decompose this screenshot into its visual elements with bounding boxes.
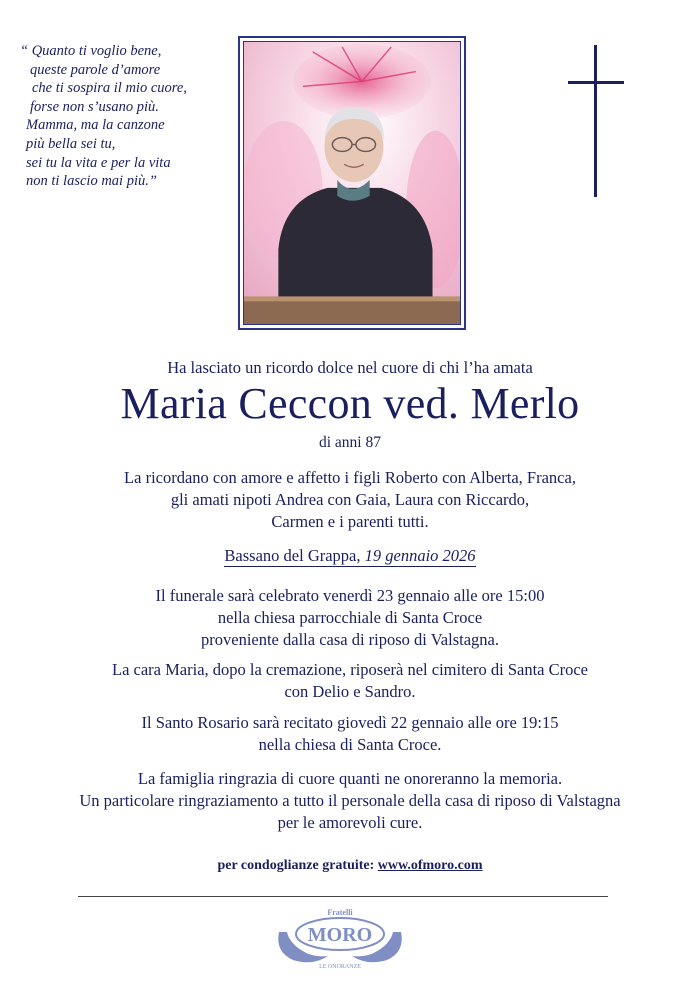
poem-line: più bella sei tu, [26, 135, 116, 152]
divider [78, 896, 608, 897]
place-date [0, 546, 700, 566]
portrait-photo [243, 41, 461, 325]
burial-paragraph [0, 659, 700, 703]
website-link[interactable]: www.ofmoro.com [377, 858, 483, 873]
poem-line: queste parole d’amore [30, 61, 161, 78]
mourners-paragraph [0, 467, 700, 533]
cross-icon [568, 45, 624, 197]
thanks-paragraph [0, 768, 700, 834]
funeral-line: proveniente dalla casa di riposo di Valstagna. [201, 630, 499, 649]
poem-line: non ti lascio mai più.” [26, 173, 157, 190]
funeral-line: nella chiesa parrocchiale di Santa Croce [217, 608, 483, 627]
thanks-line: per le amorevoli cure. [277, 813, 423, 832]
poem-line: Mamma, ma la canzone [26, 117, 165, 134]
rosary-line: Il Santo Rosario sarà recitato giovedì 22 gennaio alle ore 19:15 [141, 713, 559, 732]
rosary-line: nella chiesa di Santa Croce. [258, 735, 442, 754]
date-text: 19 gennaio 2026 [364, 546, 476, 565]
funeral-line: Il funerale sarà celebrato venerdì 23 gennaio alle ore 15:00 [155, 586, 545, 605]
poem-line: che ti sospira il mio cuore, [32, 80, 187, 97]
age-text: di anni 87 [319, 434, 381, 451]
rosary-paragraph [0, 712, 700, 756]
mourners-line: La ricordano con amore e affetto i figli Roberto con Alberta, Franca, [124, 468, 576, 487]
moro-logo [273, 902, 407, 972]
mourners-line: gli amati nipoti Andrea con Gaia, Laura con Riccardo, [170, 490, 530, 509]
portrait-frame [238, 36, 466, 330]
mourners-line: Carmen e i parenti tutti. [271, 512, 429, 531]
poem-line: forse non s’usano più. [30, 98, 159, 115]
condolences-line [0, 858, 700, 874]
logo-main-text: MORO [307, 924, 373, 946]
burial-line: con Delio e Sandro. [284, 682, 416, 701]
condolences-label: per condoglianze gratuite: [217, 858, 375, 873]
portrait-image [244, 42, 460, 324]
logo-top-text: Fratelli [327, 908, 353, 917]
deceased-name: Maria Ceccon ved. Merlo [120, 379, 580, 428]
funeral-paragraph [0, 585, 700, 651]
logo-bottom-text: LE ONORANZE [319, 964, 361, 970]
burial-line: La cara Maria, dopo la cremazione, riposerà nel cimitero di Santa Croce [112, 660, 588, 679]
thanks-line: Un particolare ringraziamento a tutto il personale della casa di riposo di Valstagna [79, 791, 621, 810]
poem-line: sei tu la vita e per la vita [26, 154, 171, 171]
poem [20, 42, 220, 191]
intro-text: Ha lasciato un ricordo dolce nel cuore di chi l’ha amata [167, 358, 533, 377]
thanks-line: La famiglia ringrazia di cuore quanti ne onoreranno la memoria. [137, 769, 563, 788]
poem-line: “ Quanto ti voglio bene, [20, 43, 162, 59]
place-text: Bassano del Grappa, [224, 546, 361, 565]
